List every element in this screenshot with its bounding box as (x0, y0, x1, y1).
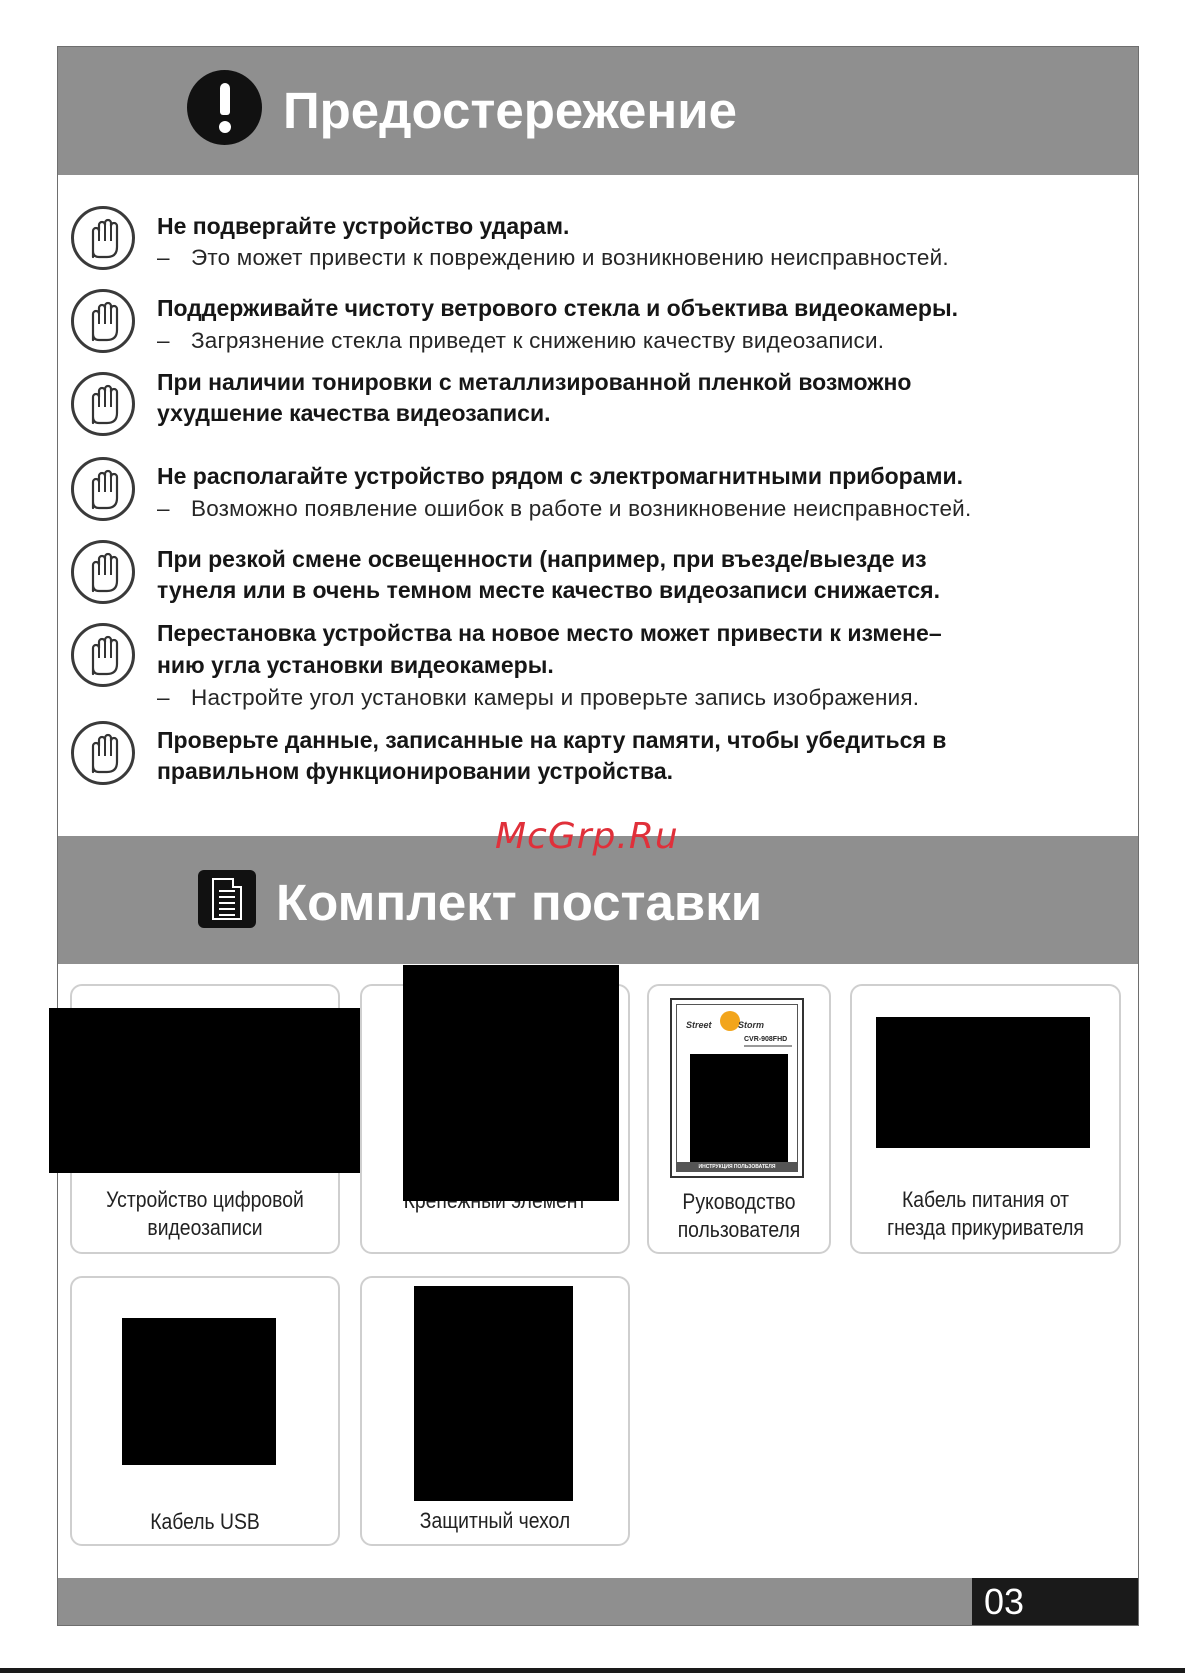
caution-item-title: При наличии тонировки с металлизированной пленкой возможно (157, 369, 912, 395)
lightning-icon (720, 1011, 740, 1031)
caution-item-title: тунеля или в очень темном месте качество видеозаписи снижается. (157, 577, 940, 603)
product-image-power-cable (876, 1017, 1090, 1148)
caution-title: Предостережение (283, 82, 737, 139)
manual-cover-photo (690, 1054, 788, 1164)
caution-item-title: Проверьте данные, записанные на карту памяти, чтобы убедиться в (157, 727, 947, 753)
caution-item-title: нию угла установки видеокамеры. (157, 652, 554, 678)
caution-item-note: – Загрязнение стекла приведет к снижению качеству видеозаписи. (157, 328, 885, 353)
caution-item-note: – Настройте угол установки камеры и проверьте запись изображения. (157, 685, 920, 710)
document-icon (198, 870, 256, 928)
bottom-rule (0, 1668, 1185, 1673)
caution-item-title: Не располагайте устройство рядом с электромагнитными приборами. (157, 463, 964, 489)
caution-item-title: Перестановка устройства на новое место может привести к измене– (157, 620, 942, 646)
exclamation-circle-icon (187, 70, 262, 145)
hand-stop-icon (71, 206, 135, 270)
product-image-case (414, 1286, 573, 1501)
package-item-label: Руководство пользователя (677, 1189, 801, 1242)
caution-item-title: Не подвергайте устройство ударам. (157, 213, 570, 239)
manual-brand: Street (686, 1020, 712, 1030)
caution-item-title: При резкой смене освещенности (например, при въезде/выезде из (157, 546, 927, 572)
package-item-label: Кабель USB (150, 1509, 260, 1534)
product-image-recorder (49, 1008, 362, 1173)
package-item-label: Кабель питания от гнезда прикуривателя (887, 1187, 1084, 1240)
hand-stop-icon (71, 289, 135, 353)
package-item-label: Защитный чехол (419, 1508, 571, 1533)
caution-item-title: правильном функционировании устройства. (157, 758, 674, 784)
hand-stop-icon (71, 457, 135, 521)
hand-stop-icon (71, 623, 135, 687)
product-image-usb-cable (122, 1318, 276, 1465)
caution-item-title: ухудшение качества видеозаписи. (157, 400, 551, 426)
caution-item-note: – Возможно появление ошибок в работе и возникновение неисправностей. (157, 496, 972, 521)
hand-stop-icon (71, 540, 135, 604)
product-image-mount (403, 965, 619, 1201)
manual-brand: Storm (738, 1020, 765, 1030)
manual-model: CVR-908FHD (744, 1036, 788, 1043)
watermark: McGrp.Ru (495, 816, 679, 857)
manual-cover-image (670, 998, 804, 1178)
package-title: Комплект поставки (276, 874, 763, 931)
hand-stop-icon (71, 372, 135, 436)
caution-item-title: Поддерживайте чистоту ветрового стекла и объектива видеокамеры. (157, 295, 959, 321)
package-item-label: Устройство цифровой видеозаписи (106, 1187, 304, 1240)
hand-stop-icon (71, 721, 135, 785)
caution-item-note: – Это может привести к повреждению и возникновению неисправностей. (157, 245, 949, 270)
manual-footer: ИНСТРУКЦИЯ ПОЛЬЗОВАТЕЛЯ (676, 1162, 798, 1172)
page-number: 03 (984, 1581, 1025, 1622)
